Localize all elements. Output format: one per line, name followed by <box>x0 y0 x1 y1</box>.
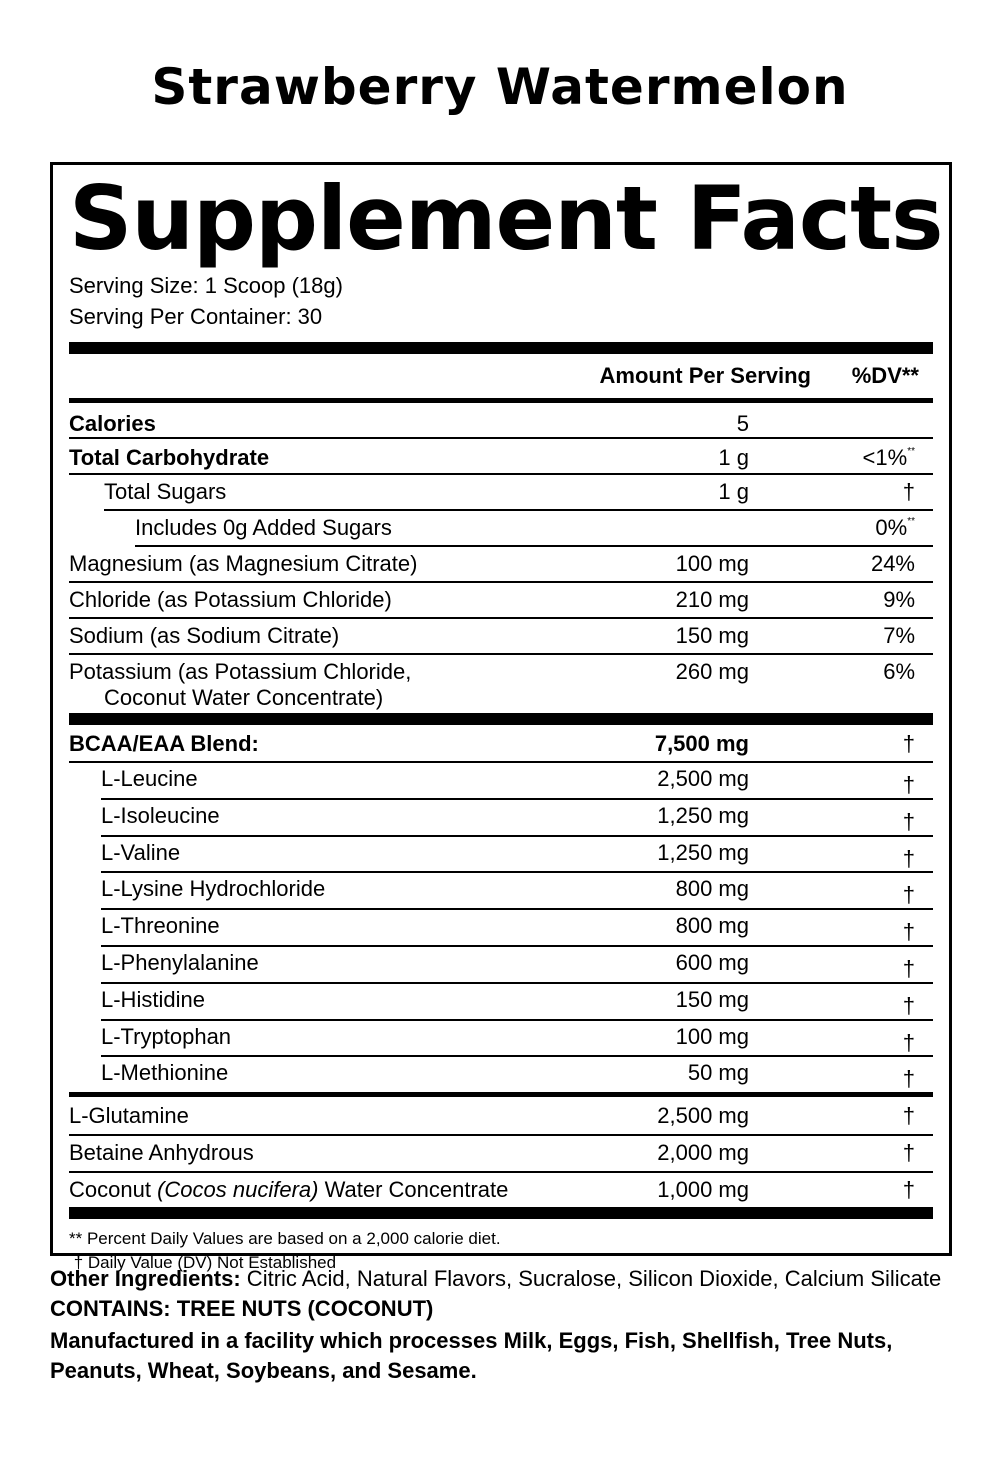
ingredient-dv: † <box>902 1140 915 1166</box>
other-ingredients-label: Other Ingredients: <box>50 1266 241 1291</box>
other-info <box>50 1264 950 1386</box>
nutrient-name-line1: Potassium (as Potassium Chloride, <box>69 659 412 684</box>
blend-item-dv: † <box>902 772 915 797</box>
blend-item-name: L-Tryptophan <box>101 1023 232 1049</box>
blend-item-dv: † <box>902 919 915 945</box>
divider-thick <box>69 713 933 725</box>
blend-item-name: L-Leucine <box>101 766 198 791</box>
servings-per-container: Serving Per Container: 30 <box>69 304 323 329</box>
blend-item-dv: † <box>902 992 915 1018</box>
nutrient-amount: 5 <box>736 411 749 436</box>
ingredient-dv: † <box>902 1103 915 1129</box>
blend-item-row <box>101 763 933 800</box>
ingredient-amount: 1,000 mg <box>657 1177 749 1203</box>
nutrient-name: Chloride (as Potassium Chloride) <box>69 587 392 612</box>
nutrient-row <box>69 403 933 439</box>
name-italic-part: (Cocos nucifera) <box>157 1177 319 1203</box>
nutrient-amount: 1 g <box>718 445 749 470</box>
blend-item-name: L-Valine <box>101 839 181 865</box>
nutrient-amount: 100 mg <box>675 551 749 576</box>
ingredient-amount: 2,500 mg <box>657 1103 749 1129</box>
blend-item-dv: † <box>902 955 915 981</box>
nutrient-row <box>69 619 933 655</box>
ingredient-row <box>69 1173 933 1207</box>
nutrient-amount: 210 mg <box>675 587 749 612</box>
nutrient-dv <box>749 445 933 471</box>
flavor-title: Strawberry Watermelon <box>151 58 849 116</box>
blend-item-row <box>101 1057 933 1094</box>
facility-statement: Manufactured in a facility which processes Milk, Eggs, Fish, Shellfish, Tree Nuts, Peanuts, Wheat, Soybeans, and Sesame. <box>50 1328 893 1383</box>
blend-item-row <box>101 984 933 1021</box>
blend-item-row <box>101 1021 933 1058</box>
blend-item-row <box>101 800 933 837</box>
nutrient-dv: 9% <box>883 587 915 612</box>
nutrient-amount: 260 mg <box>675 659 749 684</box>
blend-item-row <box>101 873 933 910</box>
other-ingredients-text: Citric Acid, Natural Flavors, Sucralose, Silicon Dioxide, Calcium Silicate <box>240 1266 942 1291</box>
blend-item-row <box>101 947 933 984</box>
blend-item-amount: 1,250 mg <box>657 839 749 865</box>
nutrient-name: Total Carbohydrate <box>69 445 270 470</box>
serving-size: Serving Size: 1 Scoop (18g) <box>69 273 343 298</box>
nutrient-dv: 24% <box>870 551 915 576</box>
nutrient-dv: 6% <box>883 659 915 684</box>
column-header <box>69 354 933 398</box>
ingredient-row <box>69 1097 933 1136</box>
name-part: Coconut <box>69 1177 158 1203</box>
blend-item-name: L-Isoleucine <box>101 802 220 828</box>
blend-item-row <box>101 910 933 947</box>
blend-item-name: L-Histidine <box>101 986 205 1012</box>
nutrient-row <box>135 511 933 547</box>
blend-amount: 7,500 mg <box>654 731 749 756</box>
blend-item-dv: † <box>902 808 915 834</box>
nutrient-row <box>104 475 933 511</box>
ingredient-name <box>69 1177 569 1203</box>
blend-item-amount: 1,250 mg <box>657 802 749 828</box>
blend-dv: † <box>902 731 915 756</box>
nutrient-name: Includes 0g Added Sugars <box>135 515 392 540</box>
nutrient-amount: 150 mg <box>675 623 749 648</box>
header-dv: %DV** <box>851 363 919 388</box>
nutrient-name <box>69 659 569 711</box>
dv-footnote-mark: ** <box>907 516 915 527</box>
supplement-facts-panel <box>50 162 952 1273</box>
panel-title: Supplement Facts <box>69 167 943 270</box>
ingredient-name: Betaine Anhydrous <box>69 1140 254 1166</box>
blend-item-dv: † <box>902 845 915 871</box>
nutrient-dv: 7% <box>883 623 915 648</box>
nutrient-row <box>69 439 933 475</box>
blend-name: BCAA/EAA Blend: <box>69 731 259 756</box>
serving-info <box>69 270 933 332</box>
dv-footnote: ** Percent Daily Values are based on a 2,000 calorie diet. <box>69 1229 501 1249</box>
nutrient-row <box>69 547 933 583</box>
nutrient-name: Total Sugars <box>104 479 227 504</box>
other-ingredients <box>50 1264 950 1294</box>
header-amount: Amount Per Serving <box>599 363 811 388</box>
blend-item-amount: 600 mg <box>675 949 749 975</box>
nutrient-row <box>69 655 933 713</box>
blend-item-dv: † <box>902 1066 915 1092</box>
blend-item-amount: 100 mg <box>675 1023 749 1049</box>
blend-item-name: L-Threonine <box>101 913 220 939</box>
allergen-contains: CONTAINS: TREE NUTS (COCONUT) <box>50 1296 434 1321</box>
nutrient-name-line2: Coconut Water Concentrate) <box>104 685 384 710</box>
blend-item-amount: 50 mg <box>687 1060 749 1086</box>
nutrient-dv <box>749 515 933 541</box>
blend-item-name: L-Lysine Hydrochloride <box>101 876 326 902</box>
blend-item-name: L-Methionine <box>101 1060 229 1086</box>
nutrient-amount: 1 g <box>718 479 749 504</box>
divider-thick <box>69 1207 933 1219</box>
blend-item-amount: 2,500 mg <box>657 766 749 791</box>
nutrient-name: Calories <box>69 411 156 436</box>
ingredient-dv: † <box>902 1177 915 1203</box>
blend-item-amount: 800 mg <box>675 876 749 902</box>
nutrient-name: Sodium (as Sodium Citrate) <box>69 623 340 648</box>
dagger-footnote: † Daily Value (DV) Not Established <box>69 1253 337 1273</box>
ingredient-row <box>69 1136 933 1173</box>
ingredient-amount: 2,000 mg <box>657 1140 749 1166</box>
divider-thick <box>69 342 933 354</box>
dv-value: 0% <box>875 515 908 540</box>
blend-items <box>69 763 933 1094</box>
blend-item-row <box>101 837 933 874</box>
blend-item-amount: 150 mg <box>675 986 749 1012</box>
blend-item-amount: 800 mg <box>675 913 749 939</box>
blend-item-name: L-Phenylalanine <box>101 949 259 975</box>
dv-value: <1% <box>862 445 908 470</box>
ingredient-name: L-Glutamine <box>69 1103 189 1129</box>
blend-row <box>69 725 933 763</box>
blend-item-dv: † <box>902 882 915 908</box>
name-part: Water Concentrate <box>318 1177 509 1203</box>
blend-item-dv: † <box>902 1029 915 1055</box>
nutrient-row <box>69 583 933 619</box>
nutrient-dv: † <box>902 479 915 504</box>
dv-footnote-mark: ** <box>907 446 915 457</box>
nutrient-name: Magnesium (as Magnesium Citrate) <box>69 551 418 576</box>
